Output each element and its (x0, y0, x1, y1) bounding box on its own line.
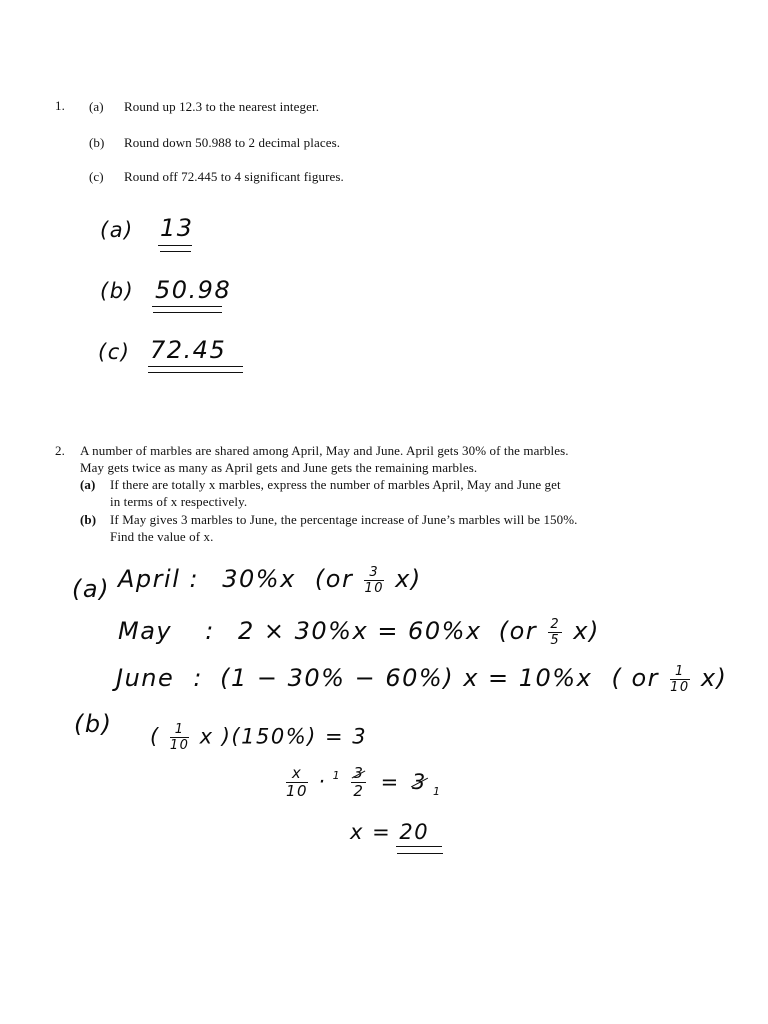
q1b-answer: 50.98 (155, 276, 232, 304)
step3-lhs: x = (350, 820, 392, 844)
q2b-step-3 (350, 820, 429, 844)
q2a-answer-label: (a) (72, 575, 110, 603)
may-name: May (118, 617, 173, 645)
april-alt-close: x) (395, 565, 422, 593)
june-alt-close: x) (700, 664, 728, 692)
q2a-label: (a) (80, 477, 96, 492)
june-expr: (1 − 30% − 60%) x = 10%x (220, 664, 593, 692)
q1c-label: (c) (89, 169, 104, 184)
final-underline-1 (396, 846, 442, 847)
q1a-label: (a) (89, 99, 104, 114)
april-alt-open: (or (314, 565, 354, 593)
step2-rhs: 3 (411, 769, 427, 794)
june-line: June : (1 − 30% − 60%) x = 10%x ( or $\frac{1}{10}$ x) (116, 663, 728, 695)
q2-line-1: A number of marbles are shared among April, May and June. April gets 30% of the marbles. (80, 443, 569, 458)
q2-number: 2. (55, 443, 65, 458)
q1a-answer: 13 (160, 214, 194, 242)
step2-fraction-x: $\frac{x}{10}$ (286, 764, 309, 800)
q2b-step-2: $\frac{x}{10}$ · $^1$ $\frac{3}{2}$ = 3 $_1$ (286, 764, 442, 800)
q1a-underline-1 (158, 245, 192, 246)
q1a-answer-label: (a) (100, 218, 134, 242)
q2a-line-1: If there are totally x marbles, express the number of marbles April, May and June get (110, 477, 561, 492)
q1b-underline-1 (152, 306, 222, 307)
q2a-line-2: in terms of x respectively. (110, 494, 248, 509)
q2b-label: (b) (80, 512, 97, 527)
april-name: April (118, 565, 181, 593)
may-line: May : 2 × 30%x = 60%x (or $\frac{2}{5}$ x) (118, 616, 600, 648)
q1b-answer-label: (b) (100, 279, 135, 303)
q1c-text: Round off 72.445 to 4 significant figures. (124, 169, 344, 184)
q1c-answer: 72.45 (150, 336, 227, 364)
q2-line-2: May gets twice as many as April gets and June gets the remaining marbles. (80, 460, 478, 475)
step2-rhs-small: 1 (432, 784, 442, 798)
q1c-answer-label: (c) (98, 340, 131, 364)
q1b-underline-2 (153, 312, 222, 313)
step2-fraction-3: $\frac{3}{2}$ (353, 764, 365, 800)
q2b-step-1: ( $\frac{1}{10}$ x )(150%) = 3 (150, 722, 368, 753)
q1b-label: (b) (89, 135, 105, 150)
q1c-underline-2 (148, 372, 243, 373)
q2b-answer-label: (b) (74, 710, 113, 738)
step1-fraction: $\frac{1}{10}$ (169, 722, 190, 753)
june-fraction: $\frac{1}{10}$ (670, 663, 690, 695)
step2-cancel-small: 1 (332, 768, 342, 782)
april-fraction: $\frac{3}{10}$ (364, 564, 385, 596)
may-expr: 2 × 30%x = 60%x (238, 617, 482, 645)
q1b-text: Round down 50.988 to 2 decimal places. (124, 135, 341, 150)
may-fraction: $\frac{2}{5}$ (550, 616, 561, 648)
step1-rest: x )(150%) = 3 (199, 724, 368, 749)
june-name: June (116, 664, 175, 692)
q1-number: 1. (55, 98, 65, 113)
april-line: April : 30%x (or $\frac{3}{10}$ x) (118, 564, 422, 596)
may-alt-open: (or (498, 617, 538, 645)
final-answer: 20 (399, 820, 430, 844)
q1c-underline-1 (148, 366, 243, 367)
q1a-underline-2 (160, 251, 191, 252)
final-underline-2 (397, 853, 443, 854)
q2b-line-1: If May gives 3 marbles to June, the percentage increase of June’s marbles will be 150%. (110, 512, 578, 527)
may-alt-close: x) (573, 617, 600, 645)
q2b-line-2: Find the value of x. (110, 529, 214, 544)
june-alt-open: ( or (611, 664, 659, 692)
q1a-text: Round up 12.3 to the nearest integer. (124, 99, 320, 114)
april-expr: 30%x (222, 565, 296, 593)
